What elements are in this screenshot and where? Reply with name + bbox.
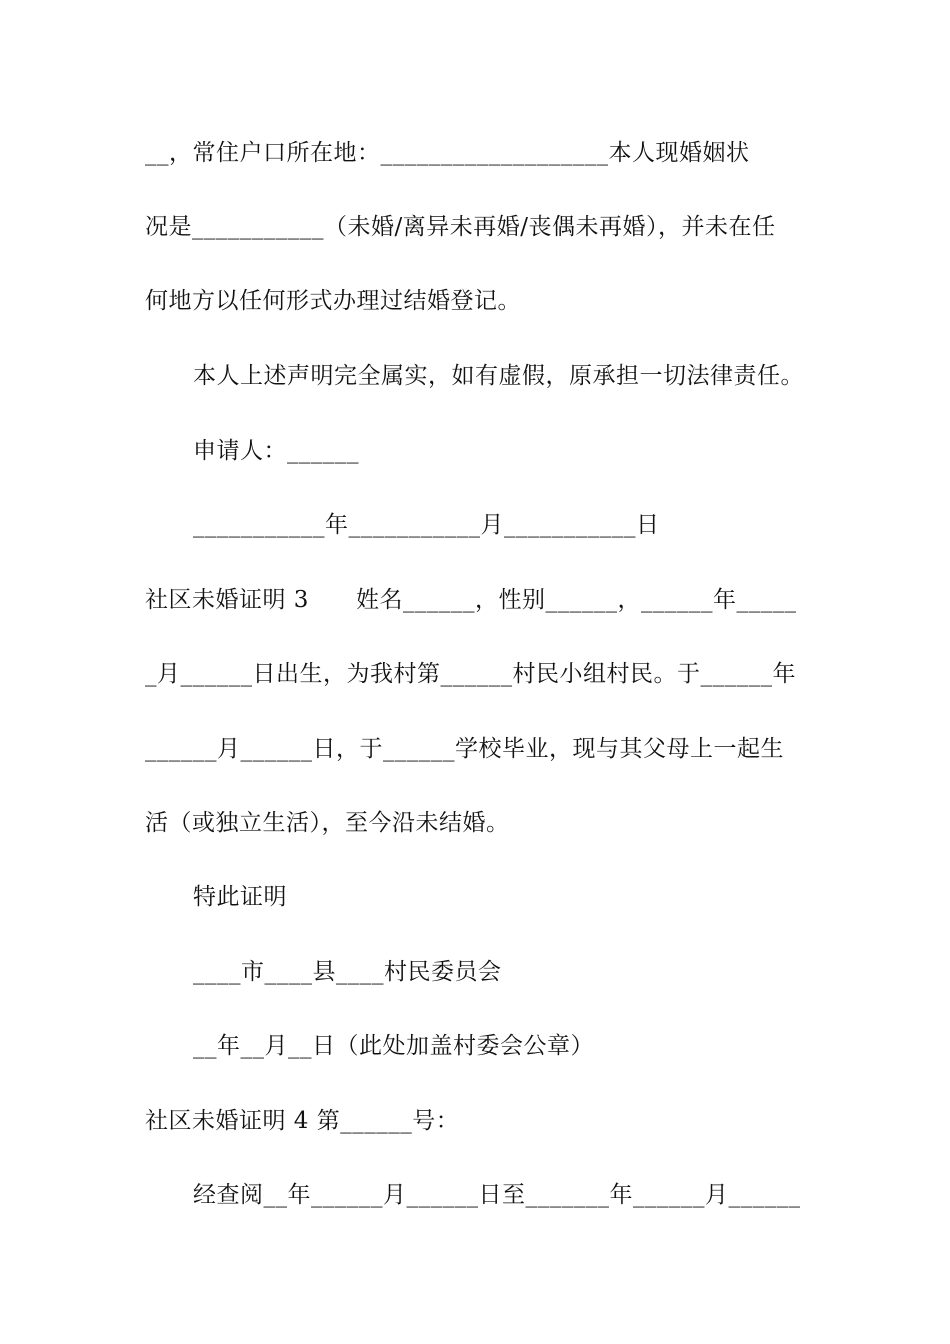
seal-date-line: __年__月__日（此处加盖村委会公章） — [193, 1033, 594, 1059]
paragraph-line: 何地方以任何形式办理过结婚登记。 — [145, 288, 521, 314]
village-committee-line: ____市____县____村民委员会 — [193, 959, 502, 985]
paragraph-line: ______月______日，于______学校毕业，现与其父母上一起生 — [145, 736, 784, 762]
paragraph-line: __，常住户口所在地：___________________本人现婚姻状 — [145, 140, 750, 166]
paragraph-line: 经查阅__年______月______日至_______年______月______ — [193, 1182, 801, 1208]
certificate-3-heading-line: 社区未婚证明 3 姓名______，性别______，______年_____ — [145, 587, 797, 613]
certification-statement: 特此证明 — [193, 884, 287, 910]
declaration-statement: 本人上述声明完全属实，如有虚假，原承担一切法律责任。 — [193, 363, 804, 389]
certificate-4-heading-line: 社区未婚证明 4 第______号： — [145, 1108, 460, 1134]
paragraph-line: _月______日出生，为我村第______村民小组村民。于______年 — [145, 661, 796, 687]
paragraph-line: 活（或独立生活），至今沿未结婚。 — [145, 810, 510, 836]
applicant-signature-line: 申请人：______ — [193, 438, 359, 464]
date-line: ___________年___________月___________日 — [193, 512, 660, 538]
paragraph-line: 况是___________（未婚/离异未再婚/丧偶未再婚），并未在任 — [145, 214, 776, 240]
